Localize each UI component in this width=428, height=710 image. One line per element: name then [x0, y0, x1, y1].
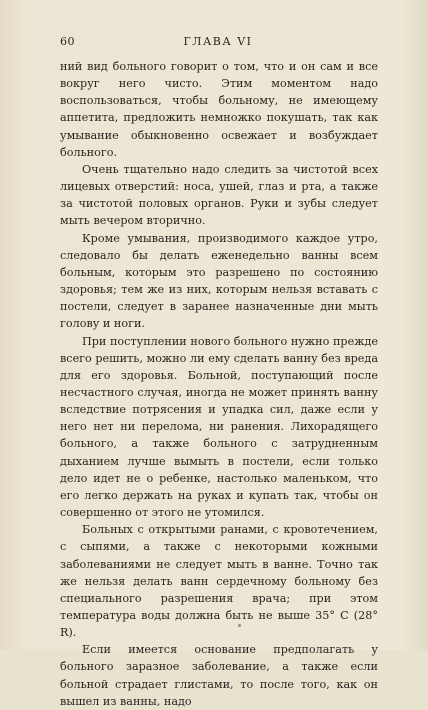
paragraph: При поступлении нового больного нужно прежде всего решить, можно ли ему сделать ванну без вреда для его здоровья. Больной, поступающий после несчастного случая, иногда не может принять ванну вследствие потрясения и упадка сил, даже если у него нет ни перелома, ни ранения. Лихорадящего больного, а также больного с затрудненным дыханием лучше вымыть в постели, если только дело идет не о ребенке, настолько маленьком, что его легко держать на руках и купать так, чтобы он совершенно от этого не утомился. — [60, 334, 378, 520]
paragraph: Кроме умывания, производимого каждое утро, следовало бы делать еженедельно ванны всем больным, которым это разрешено по состоянию здоровья; тем же из них, которым нельзя вставать с постели, следует в заранее назначенные дни мыть голову и ноги. — [60, 231, 378, 331]
paragraph: Очень тщательно надо следить за чистотой всех лицевых отверстий: носа, ушей, глаз и рта, а также за чистотой половых органов. Руки и зубы следует мыть вечером вторично. — [60, 162, 378, 228]
paragraph: Больных с открытыми ранами, с кровотечением, с сыпями, а также с некоторыми кожными заболеваниями не следует мыть в ванне. Точно так же нельзя делать ванн сердечному больному без специального разрешения врача; при этом температура воды должна быть не выше 35° С (28° R). — [60, 523, 378, 640]
chapter-title: ГЛАВА VI — [183, 35, 253, 48]
page-header — [60, 35, 376, 51]
paragraph: Если имеется основание предполагать у больного заразное заболевание, а также если больной страдает глистами, то после того, как он вышел из ванны, надо — [60, 643, 378, 708]
print-mark — [238, 624, 241, 627]
paragraph-continuation: ний вид больного говорит о том, что и он сам и все вокруг него чисто. Этим моментом надо воспользоваться, чтобы больному, не имеющему аппетита, предложить немножко покушать, так как умывание обыкновенно освежает и возбуждает больного. — [60, 60, 378, 159]
body-text — [60, 58, 378, 710]
page-number: 60 — [60, 35, 75, 48]
